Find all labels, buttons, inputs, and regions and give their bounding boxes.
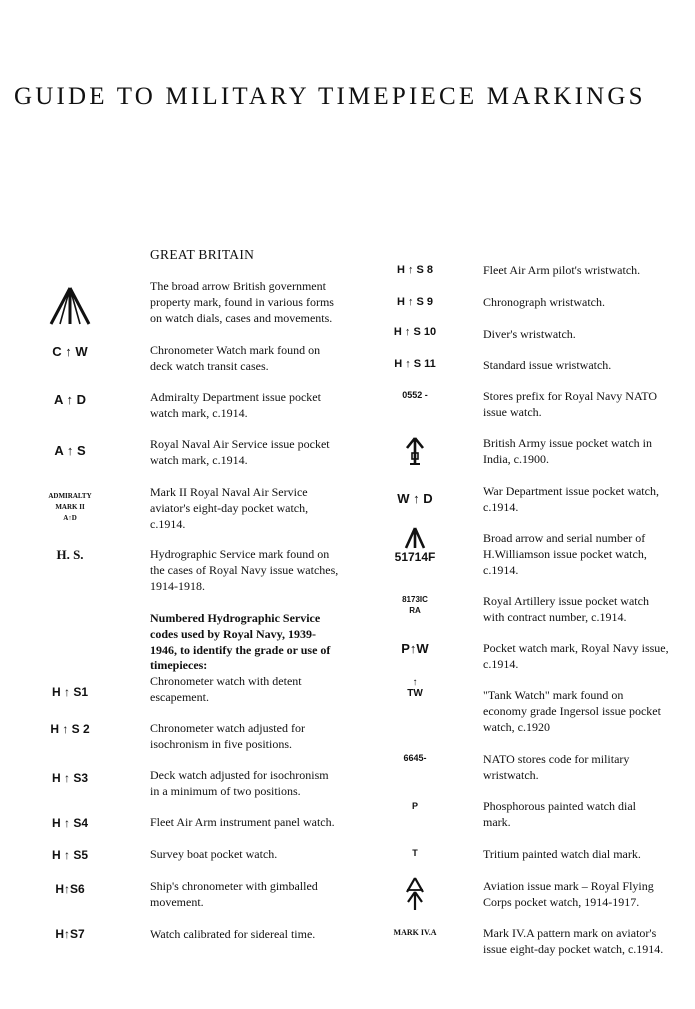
entry-mark-stack: [375, 677, 455, 699]
entry-desc: Royal Naval Air Service issue pocket watch mark, c.1914.: [150, 437, 330, 467]
entry-mark: H ↑ S 2: [50, 722, 90, 736]
entry-mark: A ↑ D: [53, 392, 87, 407]
entry-desc: Deck watch adjusted for isochronism in a minimum of two positions.: [150, 768, 329, 798]
arrow-i-icon: [375, 436, 455, 466]
entry-desc: War Department issue pocket watch, c.1914.: [483, 484, 659, 514]
entry-desc: Broad arrow and serial number of H.Williamson issue pocket watch, c.1914.: [483, 531, 647, 577]
mark-line: RA: [409, 606, 421, 615]
entry-desc: British Army issue pocket watch in India, c.1900.: [483, 436, 652, 466]
mark-line: MARK II: [55, 503, 85, 511]
entry-mark: H ↑ S1: [51, 685, 88, 699]
entry-desc: Ship's chronometer with gimballed movement.: [150, 879, 318, 909]
entry-desc-heading: Numbered Hydrographic Service codes used by Royal Navy, 1939- 1946, to identify the grade or use of timepieces:: [150, 611, 331, 673]
entry-mark: P: [411, 801, 418, 811]
entry-mark: C ↑ W: [52, 344, 88, 359]
entry-desc: Royal Artillery issue pocket watch with contract number, c.1914.: [483, 594, 649, 624]
entry-mark: 6645-: [403, 753, 427, 763]
entry-mark-stack: [30, 491, 110, 524]
mark-line: TW: [407, 688, 423, 699]
entry-desc: Standard issue wristwatch.: [483, 358, 612, 372]
entry-desc: Fleet Air Arm instrument panel watch.: [150, 815, 335, 829]
entry-desc: Pocket watch mark, Royal Navy issue, c.1914.: [483, 641, 669, 671]
entry-mark: H ↑ S5: [51, 848, 88, 862]
mark-line: ↑: [412, 677, 418, 688]
entry-desc: Chronometer watch adjusted for isochronism in five positions.: [150, 721, 305, 751]
entry-mark: A ↑ S: [54, 443, 86, 458]
entry-desc: Aviation issue mark – Royal Flying Corps pocket watch, 1914-1917.: [483, 879, 654, 909]
entry-mark-stack: [375, 526, 455, 564]
entry-mark: 51714F: [394, 550, 436, 564]
entry-mark: W ↑ D: [397, 491, 433, 506]
entry-desc: Diver's wristwatch.: [483, 327, 576, 341]
mark-line: ADMIRALTY: [48, 492, 92, 500]
entry-mark: H ↑ S 9: [396, 296, 434, 308]
entry-desc: Stores prefix for Royal Navy NATO issue watch.: [483, 389, 658, 419]
entry-mark: H. S.: [56, 547, 84, 562]
entry-mark: H ↑ S4: [51, 816, 88, 830]
entry-mark: MARK IV.A: [393, 928, 437, 937]
entry-desc: Chronometer Watch mark found on deck watch transit cases.: [150, 343, 321, 373]
entry-desc: Chronograph wristwatch.: [483, 295, 605, 309]
entry-mark-stack: [375, 594, 455, 616]
entry-desc: The broad arrow British government property mark, found in various forms on watch dials, cases and movements.: [150, 279, 334, 325]
entry-desc: Survey boat pocket watch.: [150, 847, 278, 861]
entry-mark: H ↑ S 8: [396, 264, 434, 276]
entry-mark: H ↑ S3: [51, 771, 88, 785]
entry-desc: Fleet Air Arm pilot's wristwatch.: [483, 263, 641, 277]
entry-desc: Hydrographic Service mark found on the cases of Royal Navy issue watches, 1914-1918.: [150, 547, 339, 593]
entry-desc: Mark II Royal Naval Air Service aviator's eight-day pocket watch, c.1914.: [150, 485, 309, 531]
entry-desc: Tritium painted watch dial mark.: [483, 847, 641, 861]
entry-mark: H ↑ S 10: [393, 326, 437, 338]
aviation-arrow-icon: [375, 876, 455, 912]
page-title: GUIDE TO MILITARY TIMEPIECE MARKINGS: [14, 82, 646, 110]
entry-desc: Mark IV.A pattern mark on aviator's issue eight-day pocket watch, c.1914.: [483, 926, 664, 956]
entry-mark: H↑S6: [55, 882, 85, 896]
entry-mark: T: [412, 848, 418, 858]
entry-mark: H ↑ S 11: [394, 358, 436, 370]
mark-line: 8173IC: [402, 595, 428, 604]
section-heading: GREAT BRITAIN: [150, 247, 255, 262]
broad-arrow-small-icon: [375, 526, 455, 550]
entry-desc: Chronometer watch with detent escapement.: [150, 674, 302, 704]
broad-arrow-icon: [30, 286, 110, 326]
mark-line: A↑D: [63, 514, 77, 522]
entry-mark: 0552 -: [402, 390, 428, 400]
entry-desc: Watch calibrated for sidereal time.: [150, 927, 316, 941]
entry-mark: H↑S7: [55, 927, 85, 941]
entry-desc: Phosphorous painted watch dial mark.: [483, 799, 636, 829]
entry-desc: "Tank Watch" mark found on economy grade Ingersol issue pocket watch, c.1920: [483, 688, 661, 734]
entry-desc: Admiralty Department issue pocket watch mark, c.1914.: [150, 390, 321, 420]
entry-mark: P↑W: [401, 641, 429, 656]
entry-desc: NATO stores code for military wristwatch.: [483, 752, 630, 782]
